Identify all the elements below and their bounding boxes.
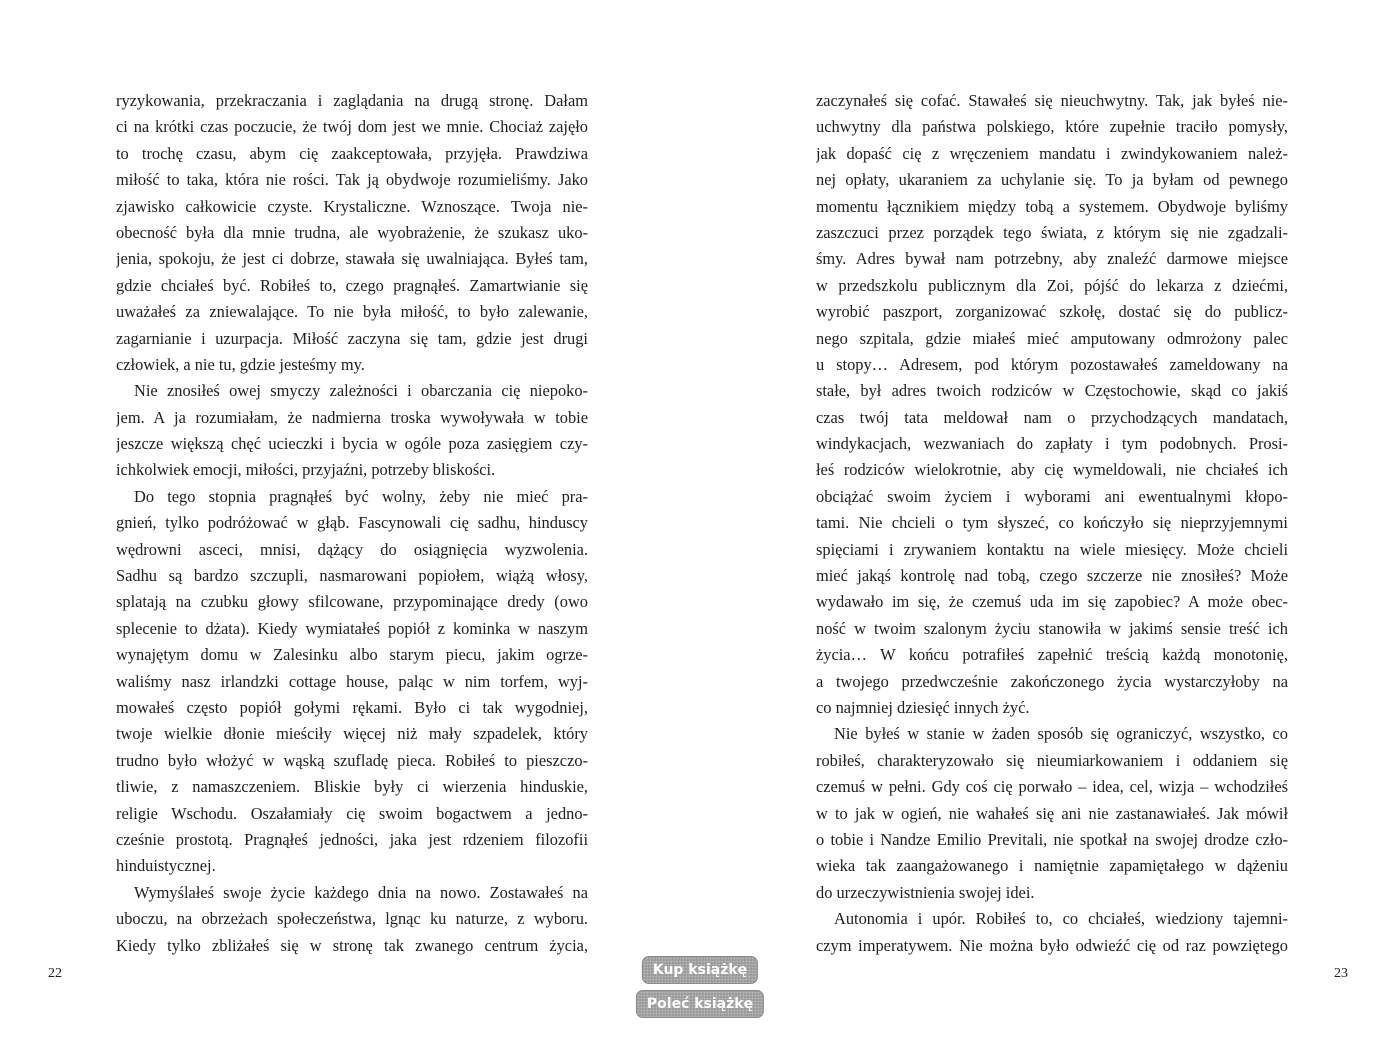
text-line: człowiek, a nie tu, gdzie jesteśmy my. [116, 354, 365, 374]
text-line: spięciami i zrywaniem kontaktu na wiele miesięcy. Może chcieli [816, 539, 1288, 559]
text-line: ryzykowania, przekraczania i zaglądania na drugą stronę. Dałam [116, 91, 588, 110]
text-line: wynajętym domu w Zalesinku albo starym piecu, jakim ogrze- [116, 645, 588, 665]
text-line: twoje wielkie dłonie mieściły więcej niż mały szpadelek, który [116, 724, 588, 744]
text-line: w przedszkolu publicznym dla Zoi, pójść do lekarza z dziećmi, [816, 275, 1288, 295]
text-line: uważałeś za zniewalające. To nie była miłość, to było zalewanie, [116, 302, 588, 322]
text-line: obciążać swoim życiem i wyborami ani ewentualnymi kłopo- [816, 486, 1288, 506]
text-line: miłość to taka, która nie rości. Tak ją obydwoje rozumieliśmy. Jako [116, 170, 588, 190]
text-line: wędrowni asceci, mnisi, dążący do osiągnięcia wyzwolenia. [116, 539, 588, 559]
text-line: tliwie, z namaszczeniem. Bliskie były ci wierzenia hinduskie, [116, 777, 588, 797]
page-number-left: 22 [48, 966, 62, 981]
text-line: co najmniej dziesięć innych żyć. [816, 697, 1030, 717]
text-line: Sadhu są bardzo szczupli, nasmarowani popiołem, wiążą włosy, [116, 566, 588, 586]
text-line: Do tego stopnia pragnąłeś być wolny, żeby nie mieć pra- [134, 486, 588, 506]
text-line: łeś rodziców wielokrotnie, aby cię wymeldowali, nie chciałeś ich [816, 460, 1288, 480]
text-line: czemuś w pełni. Gdy coś cię porwało – idea, cel, wizja – wchodziłeś [816, 777, 1288, 797]
text-line: hinduistycznej. [116, 856, 216, 876]
text-line: do urzeczywistnienia swojej idei. [816, 882, 1035, 902]
text-line: momentu łącznikiem między tobą a systemem. Obydwoje byliśmy [816, 196, 1288, 216]
text-line: nej opłaty, ukaraniem za uchylanie się. To ja byłam od pewnego [816, 170, 1288, 190]
text-line: splatają na czubku głowy sfilcowane, przypominające dredy (owo [116, 592, 588, 612]
text-line: śmy. Adres bywał nam potrzebny, aby znaleźć darmowe miejsce [816, 249, 1288, 269]
text-line: czym imperatywem. Nie można było odwieźć cię od raz powziętego [816, 935, 1288, 955]
left-page-text [116, 88, 588, 959]
text-line: gdzie chciałeś być. Robiłeś to, czego pragnąłeś. Zamartwianie się [116, 275, 588, 295]
text-line: o tobie i Nandze Emilio Previtali, nie spotkał na swojej drodze czło- [816, 829, 1288, 849]
text-line: zjawisko całkowicie czyste. Krystaliczne. Wznoszące. Twoja nie- [116, 196, 588, 216]
text-line: religie Wschodu. Oszałamiały cię swoim bogactwem a jedno- [116, 803, 588, 823]
text-line: Wymyślałeś swoje życie każdego dnia na nowo. Zostawałeś na [134, 882, 588, 902]
text-line: ichkolwiek emocji, miłości, przyjaźni, potrzeby bliskości. [116, 460, 496, 480]
text-line: zaszczuci przez porządek tego świata, z którym się nie zgadzali- [816, 222, 1288, 242]
text-line: życia… W końcu potrafiłeś zapełnić treścią każdą monotonię, [816, 645, 1288, 665]
text-line: tami. Nie chcieli o tym słyszeć, co kończyło się nieprzyjemnymi [816, 513, 1288, 533]
text-line: ność w twoim szalonym życiu stanowiła w jakimś sensie treść ich [816, 618, 1288, 638]
text-line: uchwytny dla państwa polskiego, które zupełnie traciło pomysły, [816, 117, 1288, 137]
text-line: zaczynałeś się cofać. Stawałeś się nieuchwytny. Tak, jak byłeś nie- [816, 91, 1288, 110]
buy-book-button[interactable]: Kup książkę [642, 956, 758, 984]
text-line: zagarnianie i uzurpacja. Miłość zaczyna się tam, gdzie jest drugi [116, 328, 588, 348]
recommend-book-button[interactable]: Poleć książkę [636, 990, 764, 1018]
text-line: Nie znosiłeś owej smyczy zależności i obarczania cię niepoko- [134, 381, 588, 401]
text-line: wieka tak zaangażowanego i namiętnie zapamiętałego w dążeniu [816, 856, 1288, 876]
text-line: splecenie to dżata). Kiedy wymiatałeś popiół z kominka w naszym [116, 618, 588, 638]
text-line: w to jak w ogień, nie wahałeś się ani nie zastanawiałeś. Jak mówił [816, 803, 1288, 823]
text-line: mieć jakąś kontrolę nad tobą, czego szczerze nie znosiłeś? Może [816, 566, 1288, 586]
text-line: jenia, spokoju, że jest ci dobrze, stawała się uwalniająca. Byłeś tam, [116, 249, 588, 269]
text-line: jak dopaść cię z wręczeniem mandatu i zwindykowaniem należ- [816, 143, 1288, 163]
text-line: robiłeś, charakteryzowało się nieumiarkowaniem i oddaniem się [816, 750, 1288, 770]
text-line: waliśmy nasz irlandzki cottage house, paląc w nim torfem, wyj- [116, 671, 588, 691]
text-line: uboczu, na obrzeżach społeczeństwa, lgnąc ku naturze, z wyboru. [116, 909, 588, 929]
text-line: to trochę czasu, abym cię zaakceptowała, przyjęła. Prawdziwa [116, 143, 588, 163]
text-line: jem. A ja rozumiałam, że nadmierna troska wywoływała w tobie [116, 407, 588, 427]
text-line: Kiedy tylko zbliżałeś się w stronę tak zwanego centrum życia, [116, 935, 588, 955]
text-line: Autonomia i upór. Robiłeś to, co chciałeś, wiedziony tajemni- [834, 909, 1288, 929]
text-line: cześnie prostotą. Pragnąłeś jedności, jaka jest rdzeniem filozofii [116, 829, 588, 849]
text-line: a twojego przedwcześnie zakończonego życia wystarczyłoby na [816, 671, 1288, 691]
text-line: obecność była dla mnie trudna, ale wyobrażenie, że szukasz uko- [116, 222, 588, 242]
text-line: u stopy… Adresem, pod którym pozostawałeś zameldowany na [816, 354, 1288, 374]
right-page-text [816, 88, 1288, 959]
text-line: jeszcze większą chęć ucieczki i bycia w ogóle poza zasięgiem czy- [116, 434, 588, 454]
text-line: stałe, był adres twoich rodziców w Częstochowie, skąd co jakiś [816, 381, 1288, 401]
text-line: wydawało im się, że czemuś uda im się zapobiec? A może obec- [816, 592, 1288, 612]
text-line: gnień, tylko podróżować w głąb. Fascynowali cię sadhu, hinduscy [116, 513, 588, 533]
text-line: mowałeś często popiół gołymi rękami. Było ci tak wygodniej, [116, 697, 588, 717]
text-line: wyrobić paszport, zorganizować szkołę, dostać się do publicz- [816, 302, 1288, 322]
text-line: czas twój tata meldował nam o przychodzących mandatach, [816, 407, 1288, 427]
page-number-right: 23 [1334, 966, 1348, 981]
text-line: ci na krótki czas poczucie, że twój dom jest we mnie. Chociaż zajęło [116, 117, 588, 137]
text-line: trudno było włożyć w wąską szufladę pieca. Robiłeś to pieszczo- [116, 750, 588, 770]
text-line: nego szpitala, gdzie miałeś mieć amputowany odmrożony palec [816, 328, 1288, 348]
text-line: Nie byłeś w stanie w żaden sposób się ograniczyć, wszystko, co [834, 724, 1288, 744]
text-line: windykacjach, wezwaniach do zapłaty i tym podobnych. Prosi- [816, 434, 1288, 454]
